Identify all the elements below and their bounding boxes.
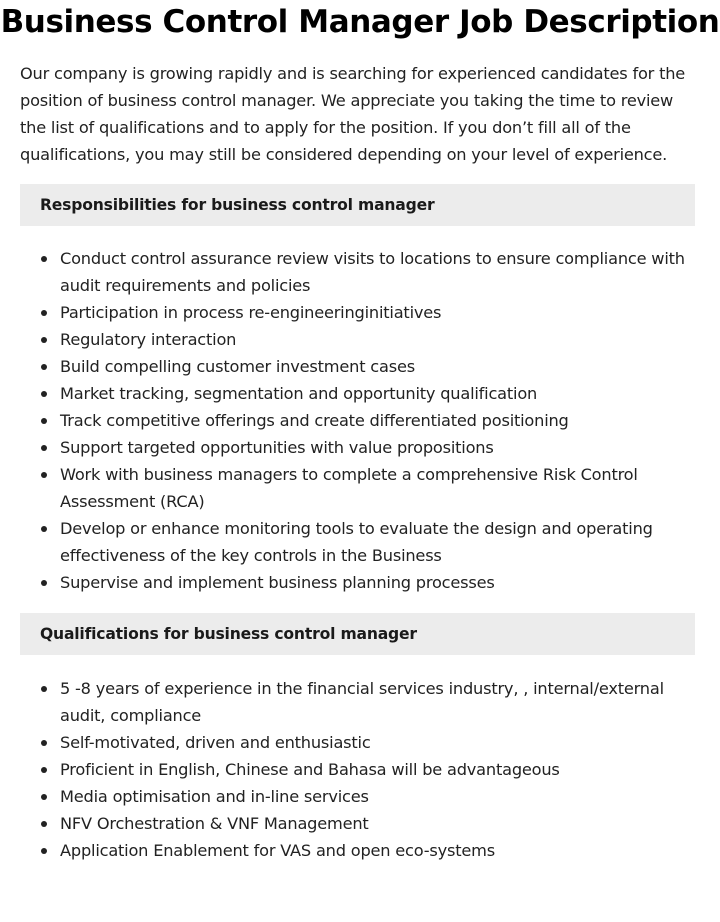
list-item-text: Market tracking, segmentation and opportunity qualification <box>60 384 538 403</box>
bullet-icon <box>41 821 47 827</box>
bullet-icon <box>41 391 47 397</box>
bullet-icon <box>41 364 47 370</box>
list-item <box>20 326 692 353</box>
list-item <box>20 675 692 729</box>
bullet-icon <box>41 767 47 773</box>
list-item-text: Conduct control assurance review visits to locations to ensure compliance with audit requirements and policies <box>60 249 685 295</box>
qualifications-list <box>20 675 692 864</box>
list-item <box>20 837 692 864</box>
list-item <box>20 380 692 407</box>
list-item <box>20 407 692 434</box>
bullet-icon <box>41 686 47 692</box>
bullet-icon <box>41 526 47 532</box>
list-item <box>20 461 692 515</box>
list-item <box>20 245 692 299</box>
list-item <box>20 810 692 837</box>
list-item-text: NFV Orchestration & VNF Management <box>60 814 369 833</box>
list-item <box>20 783 692 810</box>
list-item-text: Track competitive offerings and create differentiated positioning <box>60 411 569 430</box>
list-item <box>20 434 692 461</box>
bullet-icon <box>41 310 47 316</box>
bullet-icon <box>41 580 47 586</box>
bullet-icon <box>41 740 47 746</box>
list-item-text: 5 -8 years of experience in the financial services industry, , internal/external audit, compliance <box>60 679 664 725</box>
list-item-text: Application Enablement for VAS and open eco-systems <box>60 841 495 860</box>
list-item-text: Self-motivated, driven and enthusiastic <box>60 733 371 752</box>
list-item-text: Supervise and implement business planning processes <box>60 573 495 592</box>
list-item <box>20 515 692 569</box>
bullet-icon <box>41 337 47 343</box>
bullet-icon <box>41 848 47 854</box>
list-item-text: Proficient in English, Chinese and Bahasa will be advantageous <box>60 760 560 779</box>
list-item <box>20 299 692 326</box>
page-title: Business Control Manager Job Description <box>0 4 720 40</box>
list-item-text: Regulatory interaction <box>60 330 237 349</box>
list-item-text: Support targeted opportunities with value propositions <box>60 438 494 457</box>
bullet-icon <box>41 418 47 424</box>
bullet-icon <box>41 445 47 451</box>
list-item-text: Work with business managers to complete a comprehensive Risk Control Assessment (RCA) <box>60 465 638 511</box>
list-item <box>20 729 692 756</box>
qualifications-heading: Qualifications for business control manager <box>20 613 695 655</box>
responsibilities-list <box>20 245 692 596</box>
bullet-icon <box>41 472 47 478</box>
bullet-icon <box>41 256 47 262</box>
list-item-text: Participation in process re-engineeringinitiatives <box>60 303 442 322</box>
list-item <box>20 569 692 596</box>
bullet-icon <box>41 794 47 800</box>
list-item <box>20 353 692 380</box>
intro-paragraph: Our company is growing rapidly and is searching for experienced candidates for the position of business control manager. We appreciate you taking the time to review the list of qualifications and to apply for the position. If you don’t fill all of the qualifications, you may still be considered depending on your level of experience. <box>20 64 686 164</box>
list-item-text: Media optimisation and in-line services <box>60 787 369 806</box>
list-item-text: Develop or enhance monitoring tools to evaluate the design and operating effectiveness of the key controls in the Business <box>60 519 653 565</box>
list-item-text: Build compelling customer investment cases <box>60 357 415 376</box>
responsibilities-heading: Responsibilities for business control manager <box>20 184 695 226</box>
list-item <box>20 756 692 783</box>
